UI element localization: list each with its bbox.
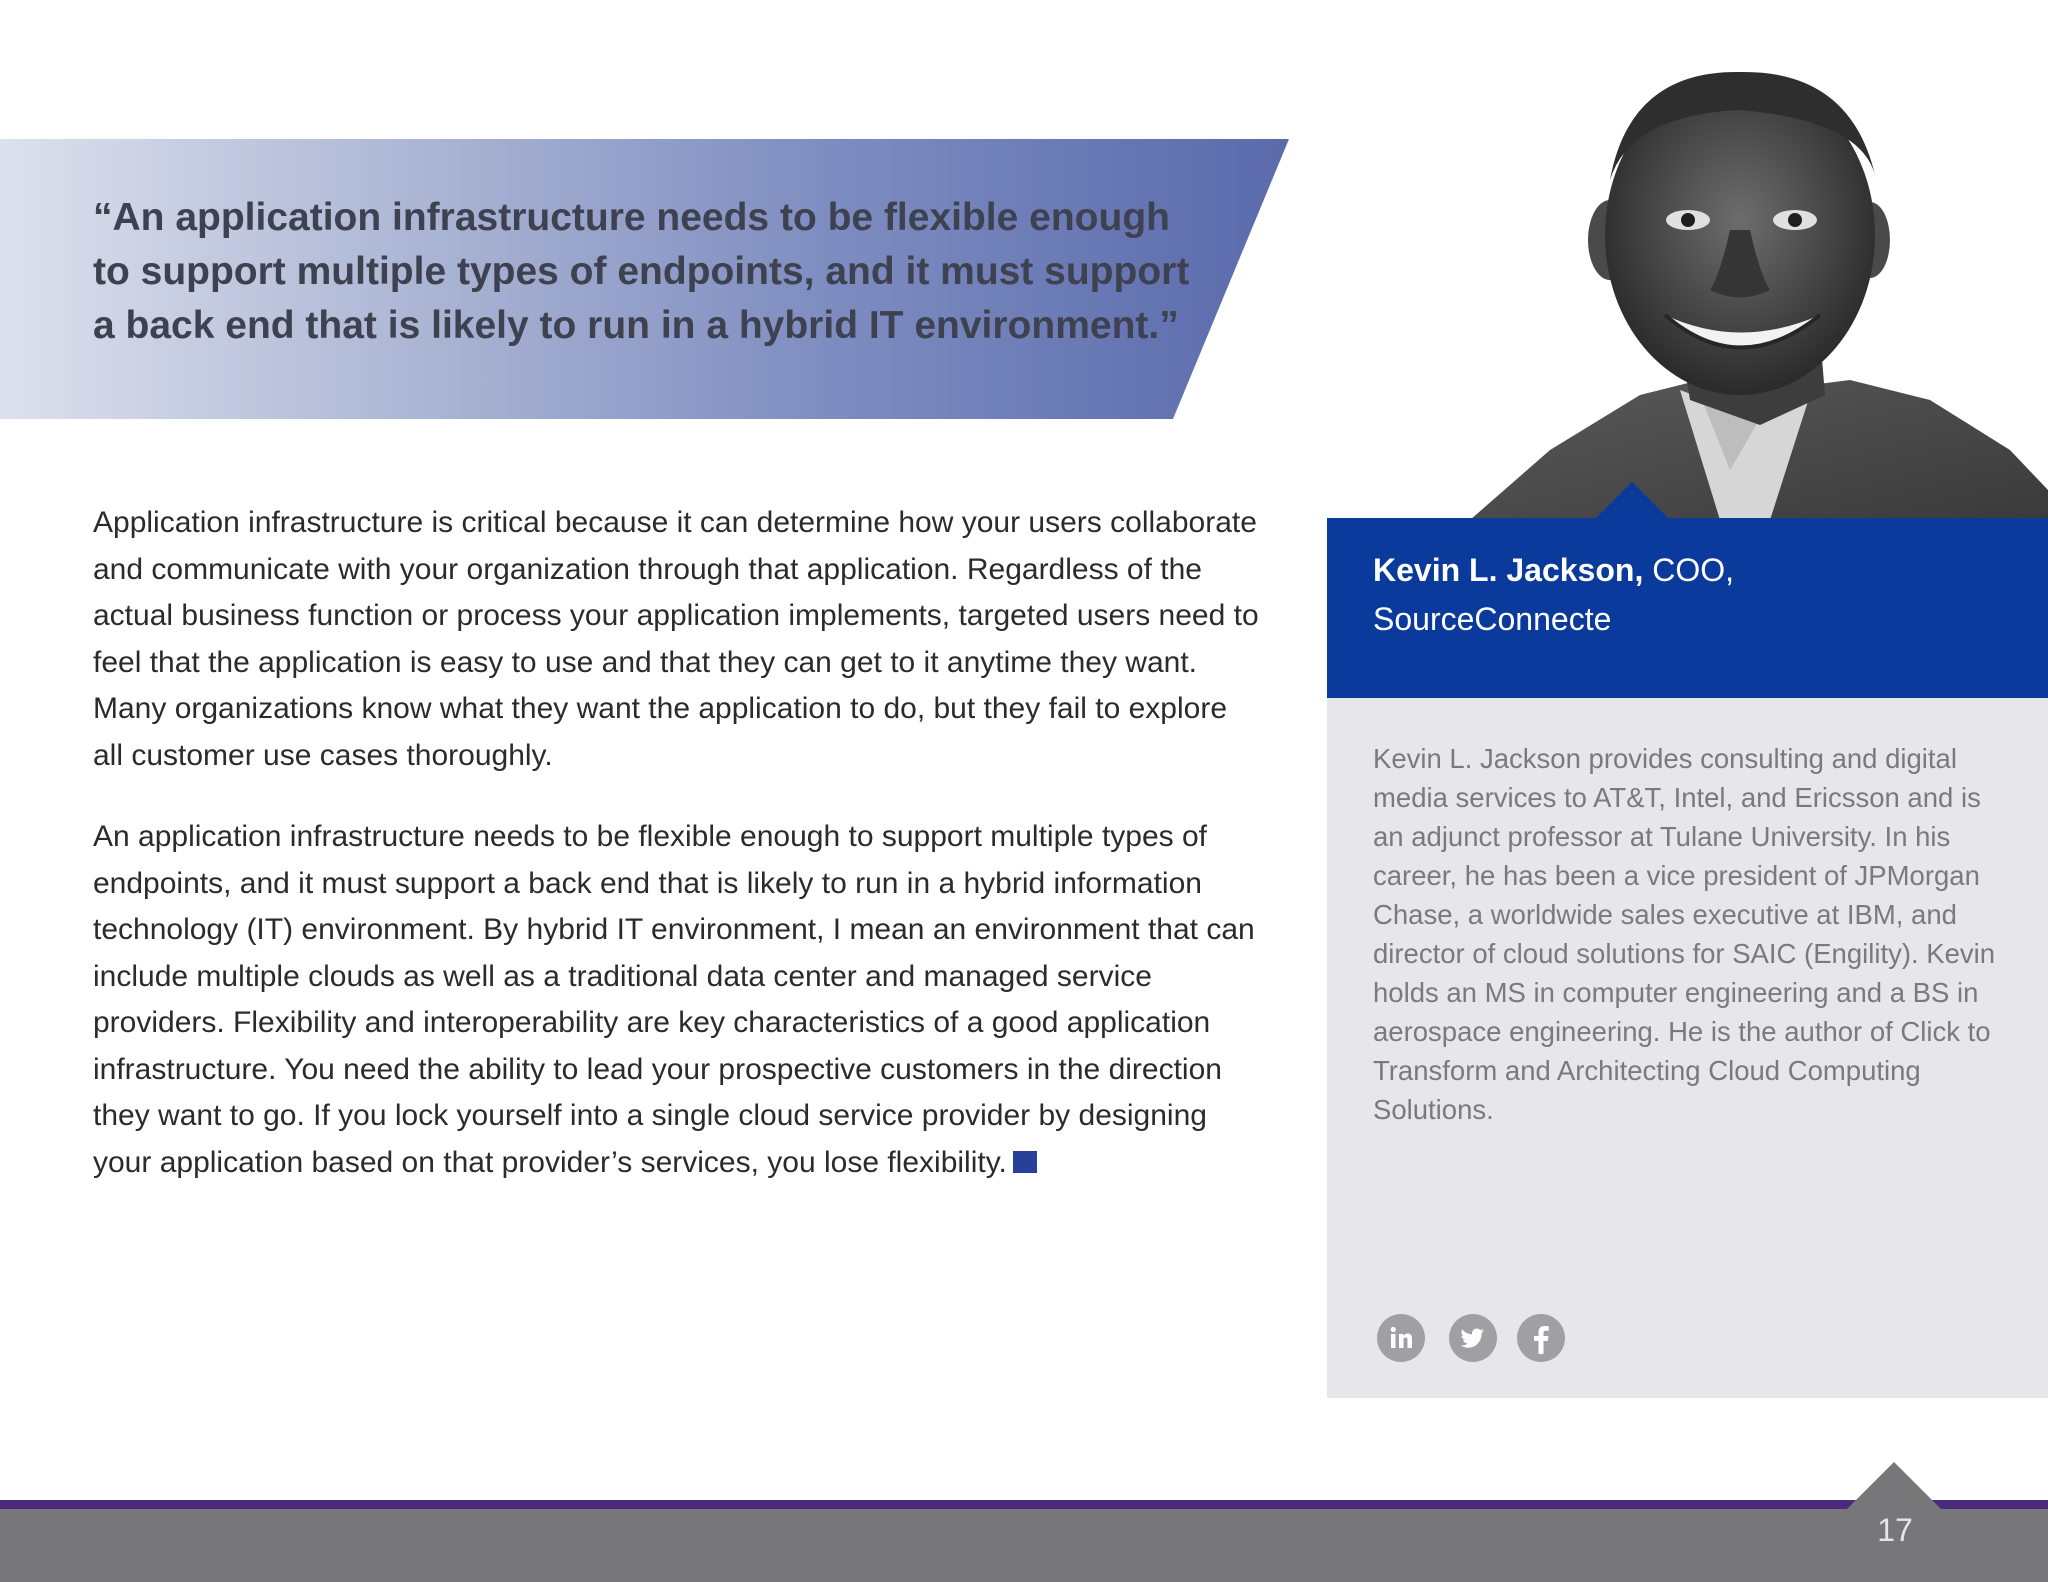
pull-quote-line: to support multiple types of endpoints, and it must support <box>93 250 1190 293</box>
linkedin-icon[interactable] <box>1377 1314 1425 1362</box>
body-paragraph <box>93 500 1263 779</box>
article-body <box>93 500 1263 1221</box>
pull-quote <box>93 191 1243 353</box>
author-bio: Kevin L. Jackson provides consulting and digital media services to AT&T, Intel, and Ericsson and is an adjunct professor at Tulane University. In his career, he has been a vice president of JPMorgan Chase, a worldwide sales executive at IBM, and director of cloud solutions for SAIC (Engility). Kevin holds an MS in computer engineering and a BS in aerospace engineering. He is the author of Click to Transform and Architecting Cloud Computing Solutions. <box>1373 743 1996 1125</box>
author-name: Kevin L. Jackson, <box>1373 552 1644 588</box>
footer-band <box>0 1509 2048 1582</box>
body-paragraph-text: An application infrastructure needs to be flexible enough to support multiple types of endpoints, and it must support a back end that is likely to run in a hybrid information technology (IT) environment. By hybrid IT environment, I mean an environment that can include multiple clouds as well as a traditional data center and managed service providers. Flexibility and interoperability are key characteristics of a good application infrastructure. You need the ability to lead your prospective customers in the direction they want to go. If you lock yourself into a single cloud service provider by designing your application based on that provider’s services, you lose flexibility. <box>93 820 1255 1179</box>
end-of-article-mark <box>1013 1151 1037 1173</box>
author-company: SourceConnecte <box>1373 601 1612 637</box>
author-title: COO, <box>1643 552 1734 588</box>
author-portrait <box>1430 50 2048 520</box>
twitter-icon[interactable] <box>1449 1314 1497 1362</box>
author-name-line <box>1373 552 1734 589</box>
footer-page-tab <box>1846 1462 1942 1510</box>
page-number: 17 <box>1877 1512 1913 1548</box>
footer-accent-line <box>0 1500 2048 1509</box>
facebook-icon[interactable] <box>1517 1314 1565 1362</box>
pull-quote-line: a back end that is likely to run in a hybrid IT environment.” <box>93 304 1179 347</box>
body-paragraph-text: Application infrastructure is critical because it can determine how your users collaborate and communicate with your organization through that application. Regardless of the actual business function or process your application implements, targeted users need to feel that the application is easy to use and that they can get to it anytime they want. Many organizations know what they want the application to do, but they fail to explore all customer use cases thoroughly. <box>93 506 1259 772</box>
body-paragraph <box>93 814 1263 1186</box>
pull-quote-line: “An application infrastructure needs to be flexible enough <box>93 196 1170 239</box>
author-box-notch <box>1596 482 1668 518</box>
